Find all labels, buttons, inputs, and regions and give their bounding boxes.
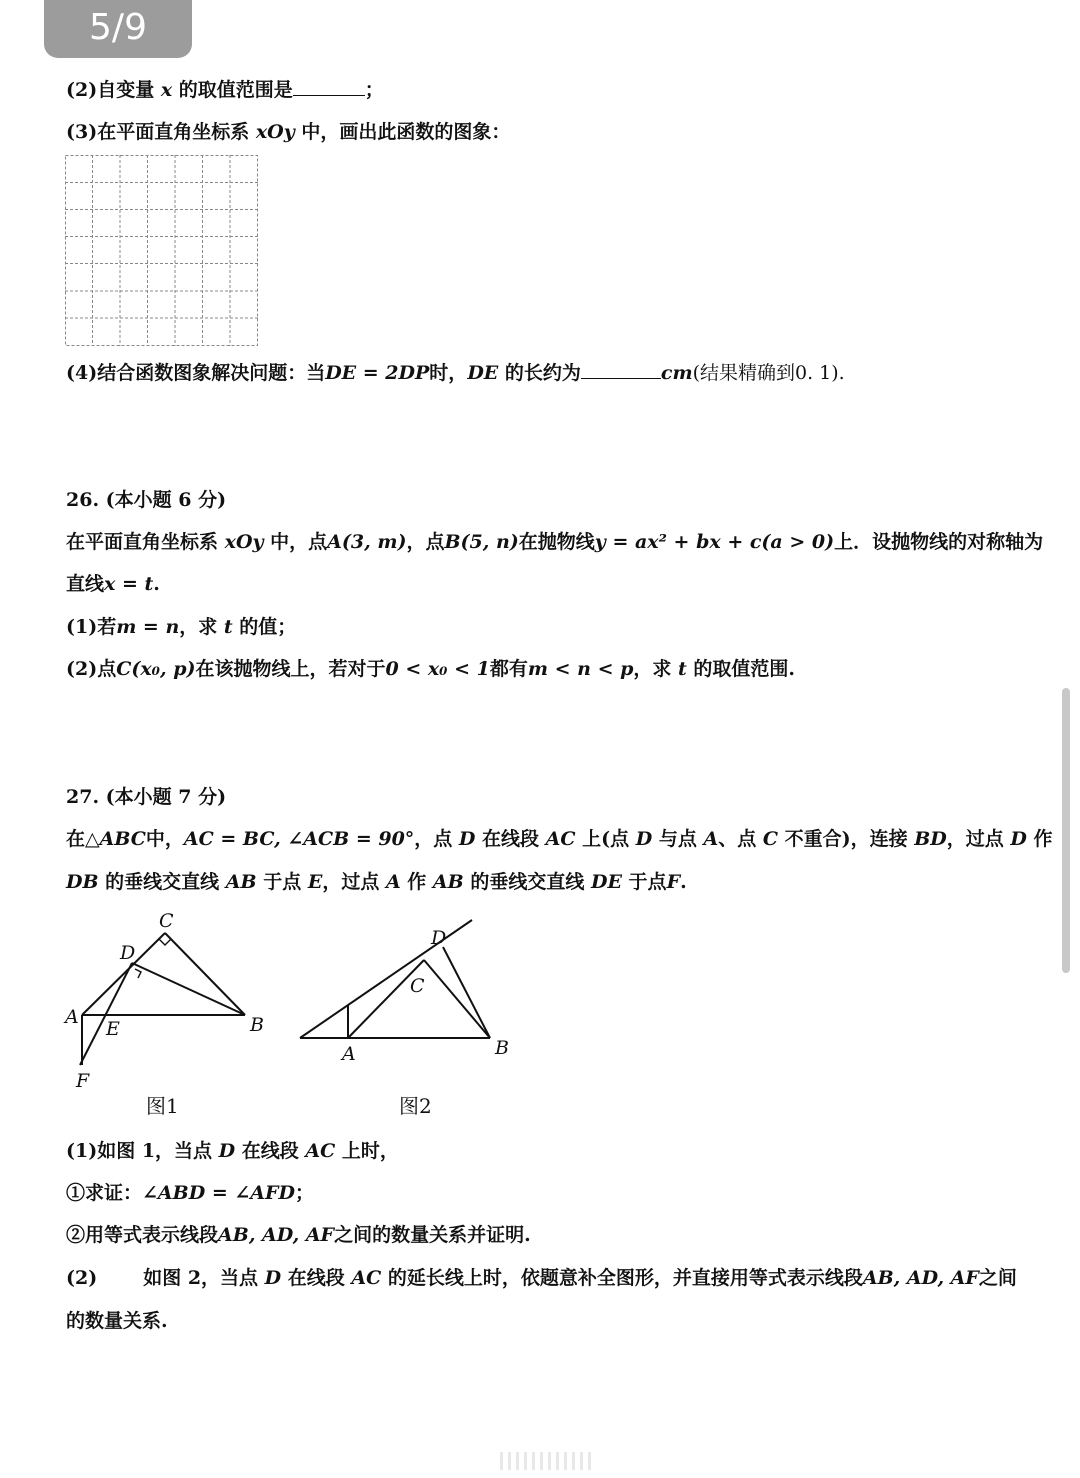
q27-part1: (1)如图 1，当点 D 在线段 AC 上时，: [66, 1140, 399, 1162]
q27-line1: 在△ABC中，AC = BC, ∠ACB = 90°，点 D 在线段 AC 上(点 D 与点 A、点 C 不重合)，连接 BD，过点 D 作: [66, 828, 1053, 850]
scrollbar[interactable]: [1062, 688, 1070, 973]
label-E: E: [106, 1018, 120, 1040]
q26-part1: (1)若m = n，求 t 的值；: [66, 616, 297, 638]
q26-part2: (2)点C(x₀, p)在该抛物线上，若对于0 < x₀ < 1都有m < n < p，求 t 的取值范围.: [66, 658, 796, 680]
label-A: A: [65, 1006, 79, 1028]
figure-1-caption: 图1: [146, 1094, 179, 1118]
page-indicator: 5/9: [44, 0, 192, 58]
segment-CB: [424, 960, 490, 1038]
figure-2-caption: 图2: [399, 1094, 432, 1118]
q27-part2: (2) 如图 2，当点 D 在线段 AC 的延长线上时，依题意补全图形，并直接用等式表示线段AB, AD, AF之间: [66, 1267, 1017, 1289]
right-angle-mark-C: [159, 939, 171, 945]
q27-sub2: ②用等式表示线段AB, AD, AF之间的数量关系并证明.: [66, 1224, 531, 1246]
label-C: C: [410, 975, 425, 997]
q27-heading: 27. (本小题 7 分): [66, 786, 227, 808]
figure-2: [290, 910, 530, 1070]
label-B: B: [495, 1037, 509, 1059]
q25-part2: (2)自变量 x 的取值范围是 ；: [66, 79, 384, 101]
q26-heading: 26. (本小题 6 分): [66, 489, 227, 511]
label-D: D: [120, 942, 136, 964]
figure-1: [60, 905, 290, 1095]
label-D: D: [431, 927, 447, 949]
q25-part4: (4)结合函数图象解决问题：当DE = 2DP时，DE 的长约为 cm(结果精确到0. 1).: [66, 362, 845, 384]
answer-blank[interactable]: [293, 77, 365, 96]
label-C: C: [159, 910, 174, 932]
right-angle-mark-D: [135, 969, 141, 978]
segment-CB: [165, 933, 245, 1015]
q27-line2: DB 的垂线交直线 AB 于点 E，过点 A 作 AB 的垂线交直线 DE 于点F.: [66, 871, 687, 893]
segment-DB: [443, 947, 490, 1038]
label-B: B: [250, 1014, 264, 1036]
label-A: A: [342, 1043, 356, 1065]
q27-sub1: ①求证：∠ABD = ∠AFD；: [66, 1182, 315, 1204]
q27-part2-line2: 的数量关系.: [66, 1310, 168, 1332]
q25-part3: (3)在平面直角坐标系 xOy 中，画出此函数的图象：: [66, 121, 511, 143]
q26-line2: 直线x = t.: [66, 573, 160, 595]
watermark-strip: [500, 1452, 592, 1470]
label-F: F: [76, 1070, 90, 1092]
segment-DB: [132, 963, 245, 1015]
answer-blank[interactable]: [581, 360, 661, 379]
segment-AC: [348, 960, 424, 1038]
coordinate-grid[interactable]: [65, 155, 259, 347]
q26-line1: 在平面直角坐标系 xOy 中，点A(3, m)，点B(5, n)在抛物线y = ax² + bx + c(a > 0)上．设抛物线的对称轴为: [66, 531, 1044, 553]
